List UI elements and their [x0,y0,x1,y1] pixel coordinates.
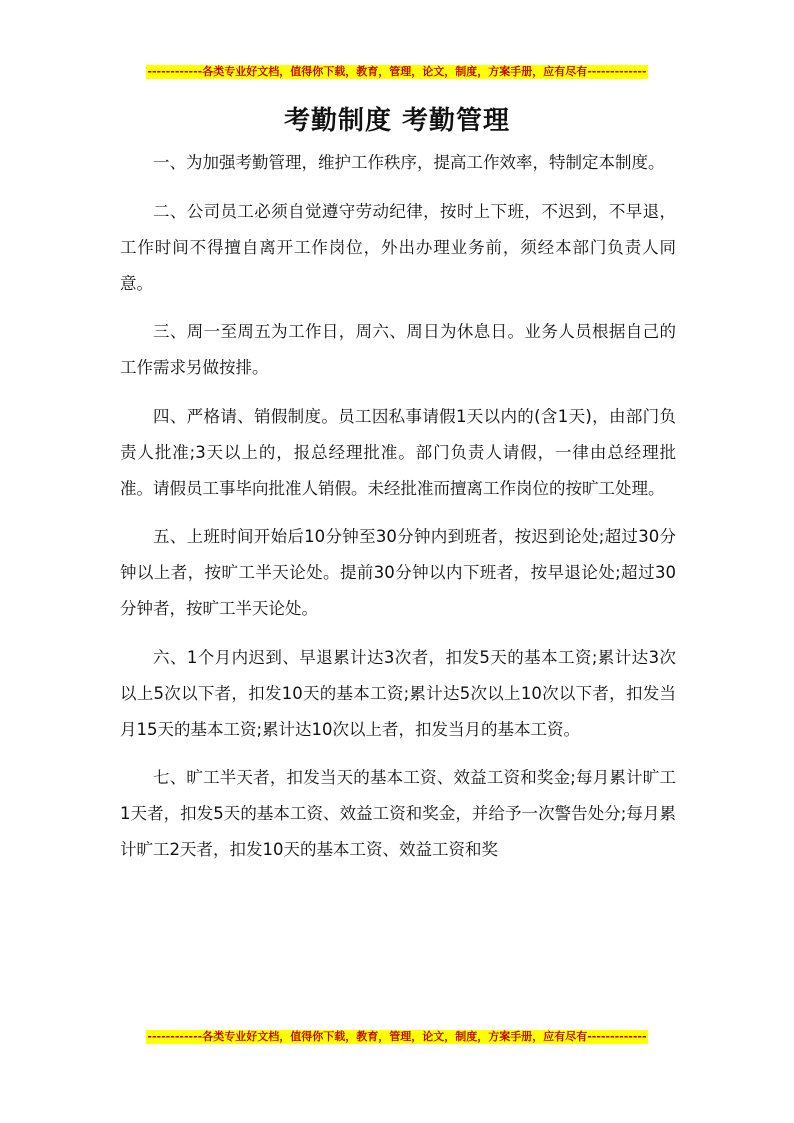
paragraph-5: 五、上班时间开始后10分钟至30分钟内到班者，按迟到论处;超过30分钟以上者，按旷工半天论处。提前30分钟以内下班者，按早退论处;超过30分钟者，按旷工半天论处。 [120,527,676,618]
paragraph-6: 六、1个月内迟到、早退累计达3次者，扣发5天的基本工资;累计达3次以上5次以下者，扣发10天的基本工资;累计达5次以上10次以下者，扣发当月15天的基本工资;累计达10次以上者，扣发当月的基本工资。 [120,647,676,739]
footer-banner [0,1025,794,1041]
paragraph-4: 四、严格请、销假制度。员工因私事请假1天以内的(含1天)，由部门负责人批准;3天以上的，报总经理批准。部门负责人请假，一律由总经理批准。请假员工事毕向批准人销假。未经批准而擅离工作岗位的按旷工处理。 [120,406,676,498]
paragraph-7: 七、旷工半天者，扣发当天的基本工资、效益工资和奖金;每月累计旷工1天者，扣发5天的基本工资、效益工资和奖金，并给予一次警告处分;每月累计旷工2天者，扣发10天的基本工资、效益工资和奖 [120,768,676,859]
paragraph-1: 一、为加强考勤管理，维护工作秩序，提高工作效率，特制定本制度。 [153,153,665,172]
paragraph-3: 三、周一至周五为工作日，周六、周日为休息日。业务人员根据自己的工作需求另做按排。 [120,322,676,377]
footer-banner-text: ------------各类专业好文档，值得你下载，教育，管理，论文，制度，方案手册，应有尽有------------- [147,1030,647,1043]
header-banner-text: ------------各类专业好文档，值得你下载，教育，管理，论文，制度，方案手册，应有尽有------------- [147,65,647,78]
document-title: 考勤制度 考勤管理 [283,106,511,136]
document-body [120,145,676,1015]
header-banner [0,60,794,76]
paragraph-2: 二、公司员工必须自觉遵守劳动纪律，按时上下班，不迟到，不早退，工作时间不得擅自离开工作岗位，外出办理业务前，须经本部门负责人同意。 [120,201,676,293]
